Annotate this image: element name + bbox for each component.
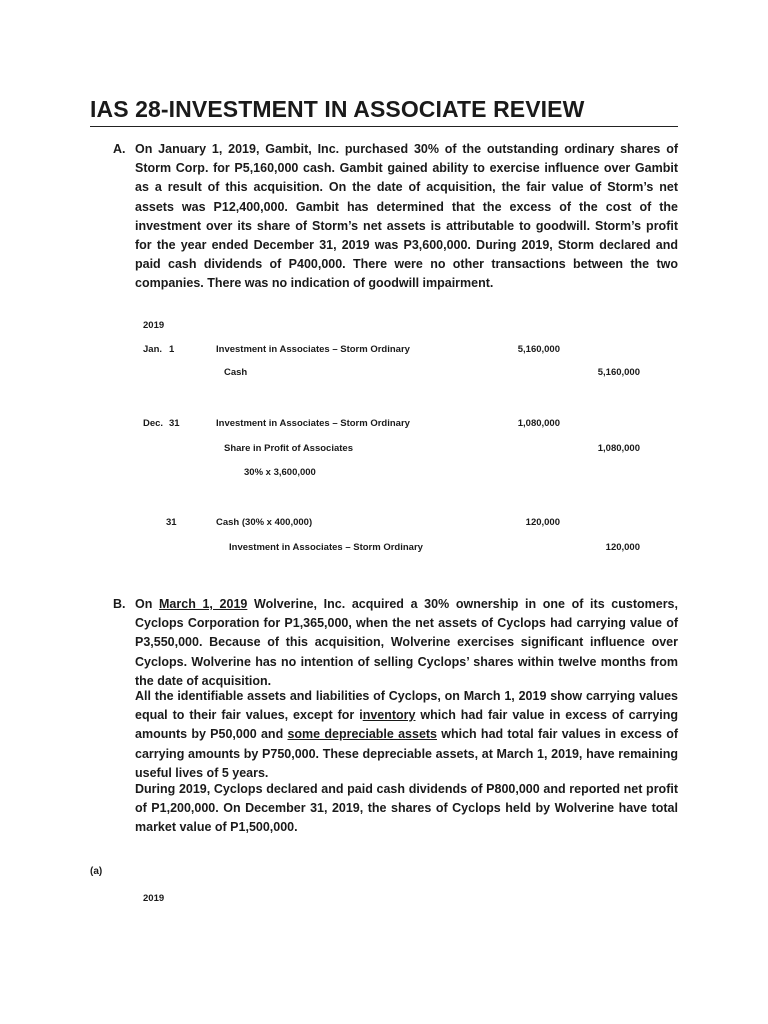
section-b-paragraph-1: [135, 595, 678, 691]
p1-rest: Wolverine, Inc. acquired a 30% ownership in one of its customers, Cyclops Corporation for P1,365,000, when the net assets of Cyclops had carrying value of P3,550,000. Because of this acquisition, Wolverine exercises significant influence over Cyclops. Wolverine has no intention of selling Cyclops’ shares within twelve months from the date of acquisition.: [135, 597, 678, 688]
section-a-label: A.: [113, 142, 126, 156]
p2-part-c: which had total fair values in excess of carrying amounts by P750,000. These depreciable assets, at March 1, 2019, have remaining useful lives of 5 years.: [135, 727, 678, 780]
part-a-year: 2019: [143, 893, 165, 904]
section-b-paragraph-2: [135, 687, 678, 783]
entry1-credit-amount: 5,160,000: [597, 367, 640, 378]
page-title: IAS 28-INVESTMENT IN ASSOCIATE REVIEW: [90, 96, 585, 122]
entry1-debit-amount: 5,160,000: [517, 344, 560, 355]
entry2-debit-amount: 1,080,000: [517, 418, 560, 429]
entry2-note: 30% x 3,600,000: [244, 467, 316, 478]
entry2-credit-amount: 1,080,000: [597, 443, 640, 454]
entry2-day: 31: [169, 418, 180, 429]
entry1-day: 1: [169, 344, 175, 355]
p2-inventory: nventory: [362, 708, 416, 723]
entry2-credit-account: Share in Profit of Associates: [224, 443, 353, 454]
entry2-debit-account: Investment in Associates – Storm Ordinary: [216, 418, 410, 429]
p2-part-a: All the identifiable assets and liabilities of Cyclops, on March 1, 2019 show carrying values equal to their fair values, except for i: [135, 689, 678, 723]
entry1-month: Jan.: [143, 344, 163, 355]
title-underline: [90, 126, 678, 127]
p1-date: March 1, 2019: [159, 597, 248, 611]
entry3-credit-account: Investment in Associates – Storm Ordinary: [229, 542, 423, 553]
entry3-debit-amount: 120,000: [525, 517, 560, 528]
entry1-credit-account: Cash: [224, 367, 248, 378]
entry3-debit-account: Cash (30% x 400,000): [216, 517, 313, 528]
entry3-credit-amount: 120,000: [605, 542, 640, 553]
section-a-paragraph: On January 1, 2019, Gambit, Inc. purchased 30% of the outstanding ordinary shares of Storm Corp. for P5,160,000 cash. Gambit gained ability to exercise influence over Gambit as a result of this acquisition. On the date of acquisition, the fair value of Storm’s net assets was P12,400,000. Gambit has determined that the excess of the cost of the investment over its share of Storm’s net assets is attributable to goodwill. Storm’s profit for the year ended December 31, 2019 was P3,600,000. During 2019, Storm declared and paid cash dividends of P400,000. There were no other transactions between the two companies. There was no indication of goodwill impairment.: [135, 142, 678, 291]
journal-year: 2019: [143, 320, 165, 331]
entry3-day: 31: [166, 517, 177, 528]
p2-depreciable-assets: some depreciable assets: [287, 727, 438, 742]
p2-part-b: which had fair value in excess of carrying amounts by P50,000 and: [135, 708, 678, 742]
part-a-label: (a): [90, 866, 103, 877]
entry1-debit-account: Investment in Associates – Storm Ordinary: [216, 344, 410, 355]
section-b-label: B.: [113, 597, 126, 611]
p1-on: On: [135, 597, 153, 611]
entry2-month: Dec.: [143, 418, 164, 429]
section-b-paragraph-3: During 2019, Cyclops declared and paid cash dividends of P800,000 and reported net profit of P1,200,000. On December 31, 2019, the shares of Cyclops held by Wolverine have total market value of P1,500,000.: [135, 782, 678, 835]
